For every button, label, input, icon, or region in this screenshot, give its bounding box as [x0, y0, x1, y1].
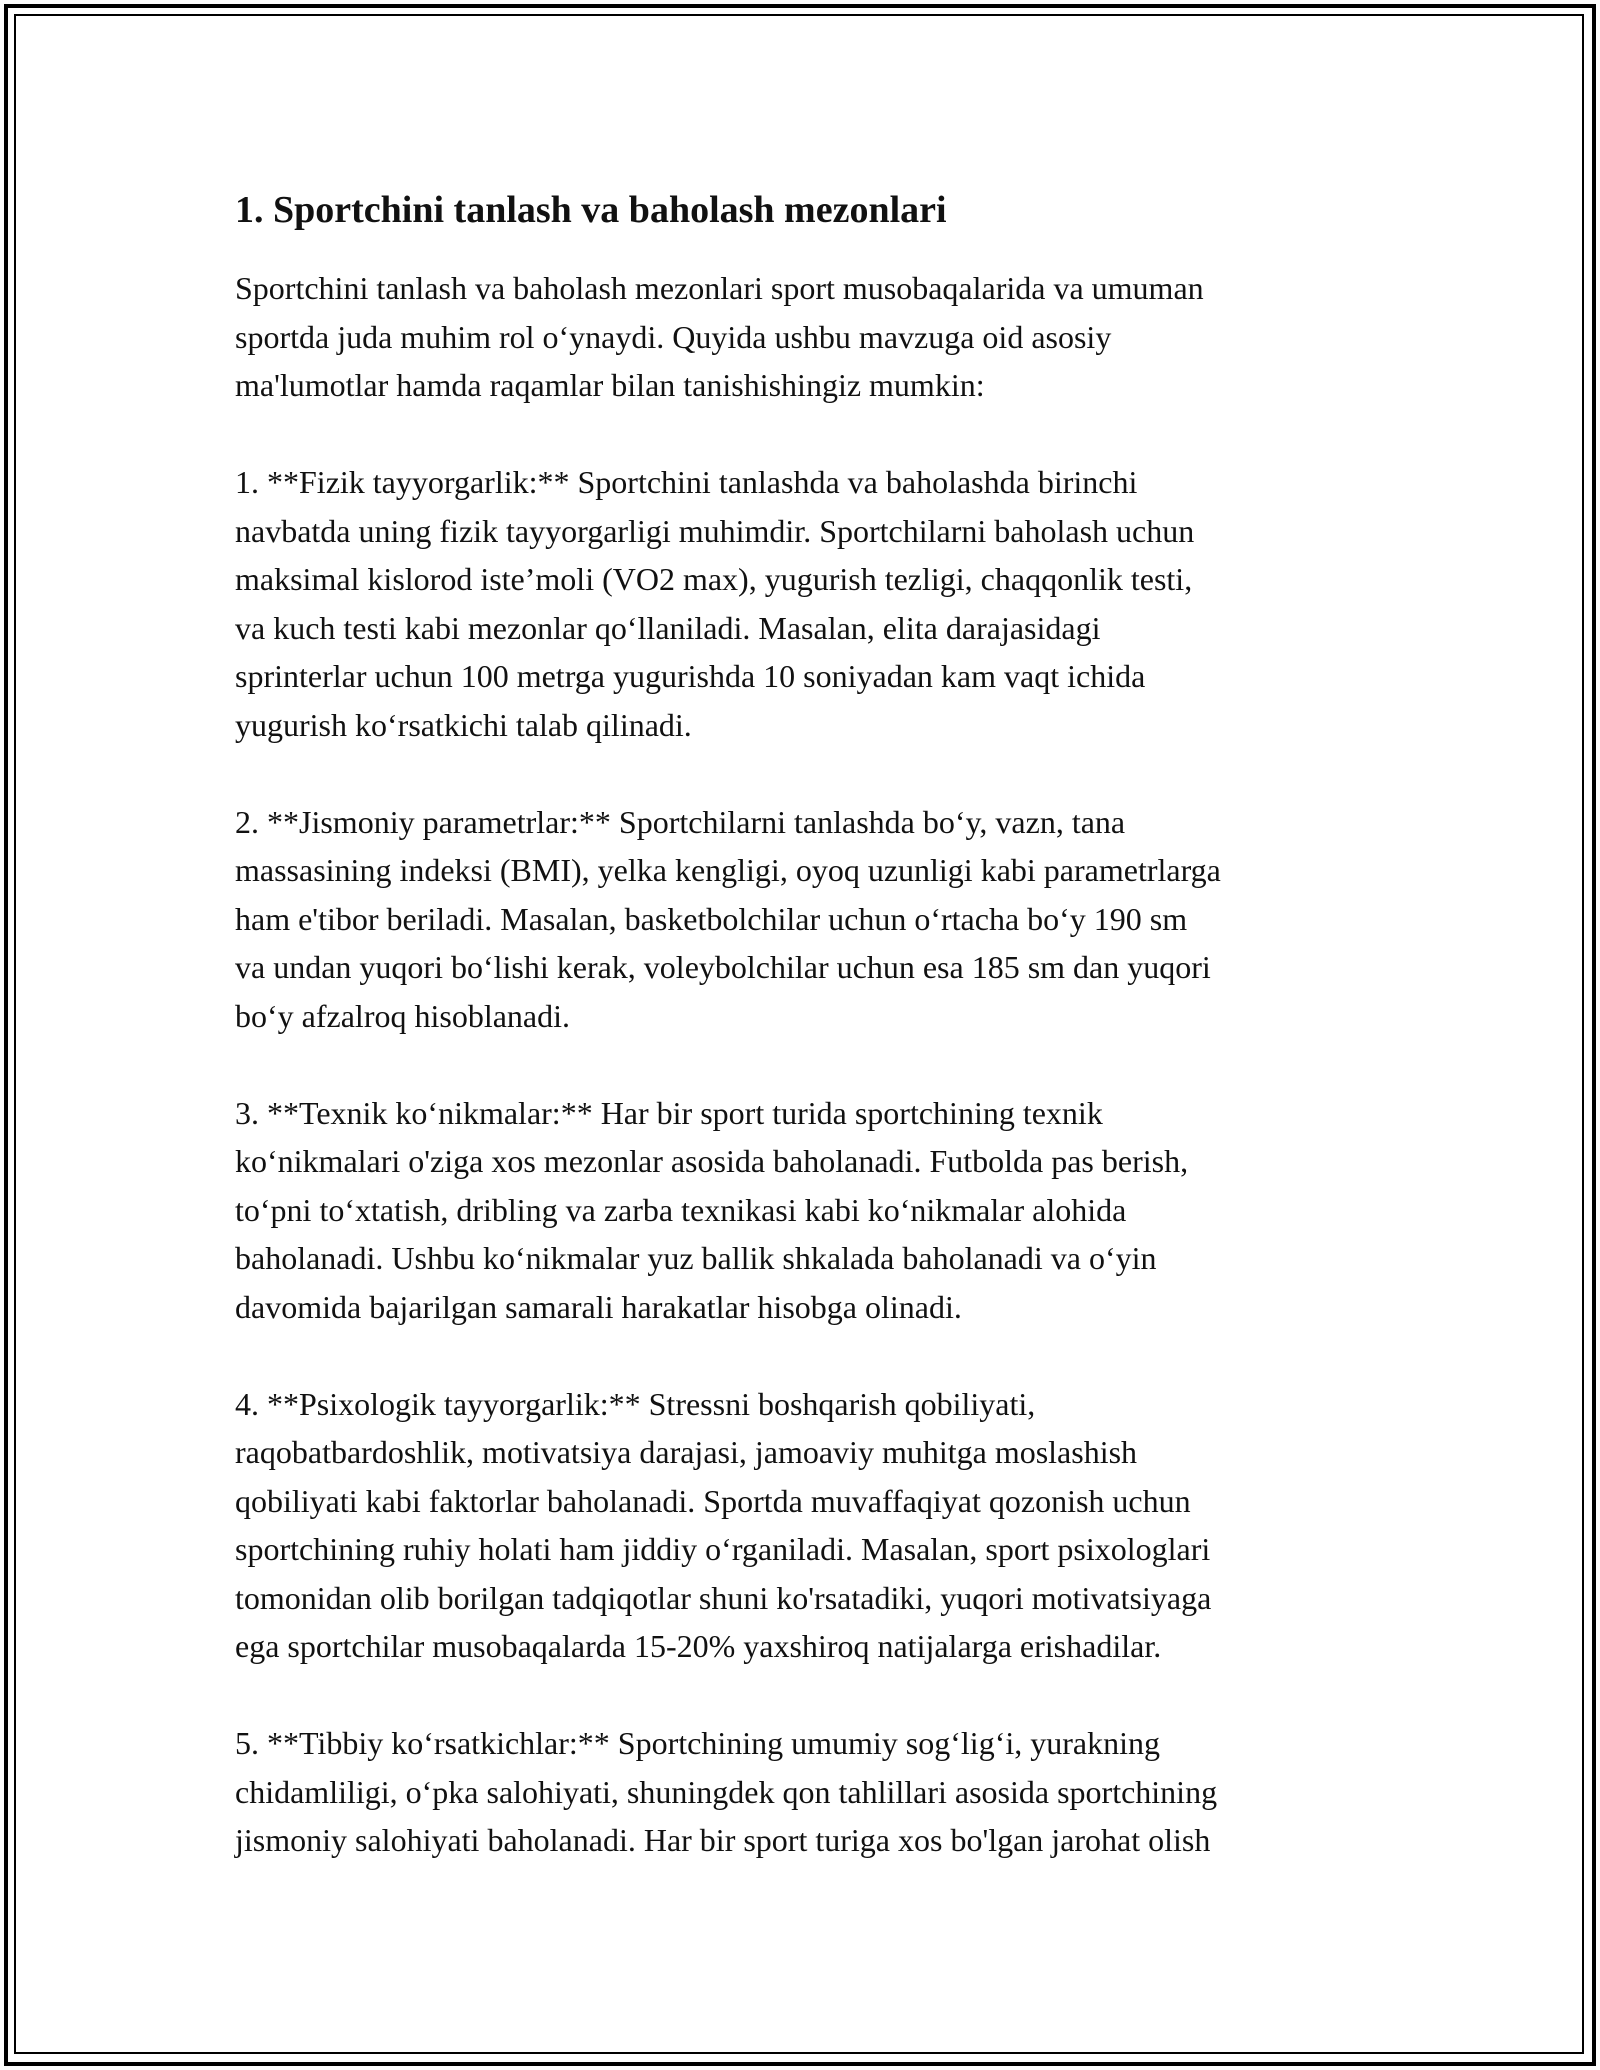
document-body [235, 186, 1370, 1913]
paragraph-psychological-readiness: 4. **Psixologik tayyorgarlik:** Stressni boshqarish qobiliyati, raqobatbardoshlik, motivatsiya darajasi, jamoaviy muhitga moslashish qobiliyati kabi faktorlar baholanadi. Sportda muvaffaqiyat qozonish uchun sportchining ruhiy holati ham jiddiy o‘rganiladi. Masalan, sport psixologlari tomonidan olib borilgan tadqiqotlar shuni ko'rsatadiki, yuqori motivatsiyaga ega sportchilar musobaqalarda 15-20% yaxshiroq natijalarga erishadilar. [235, 1385, 1212, 1664]
document-title: 1. Sportchini tanlash va baholash mezonlari [235, 189, 947, 231]
paragraph-body-parameters: 2. **Jismoniy parametrlar:** Sportchilarni tanlashda bo‘y, vazn, tana massasining indeksi (BMI), yelka kengligi, oyoq uzunligi kabi parametrlarga ham e'tibor beriladi. Masalan, basketbolchilar uchun o‘rtacha bo‘y 190 sm va undan yuqori bo‘lishi kerak, voleybolchilar uchun esa 185 sm dan yuqori bo‘y afzalroq hisoblanadi. [235, 803, 1221, 1034]
intro-paragraph: Sportchini tanlash va baholash mezonlari sport musobaqalarida va umuman sportda juda muhim rol o‘ynaydi. Quyida ushbu mavzuga oid asosiy ma'lumotlar hamda raqamlar bilan tanishishingiz mumkin: [235, 270, 1204, 403]
paragraph-physical-fitness: 1. **Fizik tayyorgarlik:** Sportchini tanlashda va baholashda birinchi navbatda uning fizik tayyorgarligi muhimdir. Sportchilarni baholash uchun maksimal kislorod iste’moli (VO2 max), yugurish tezligi, chaqqonlik testi, va kuch testi kabi mezonlar qo‘llaniladi. Masalan, elita darajasidagi sprinterlar uchun 100 metrga yugurishda 10 soniyadan kam vaqt ichida yugurish ko‘rsatkichi talab qilinadi. [235, 464, 1195, 743]
paragraph-technical-skills: 3. **Texnik ko‘nikmalar:** Har bir sport turida sportchining texnik ko‘nikmalari o'ziga xos mezonlar asosida baholanadi. Futbolda pas berish, to‘pni to‘xtatish, dribling va zarba texnikasi kabi ko‘nikmalar alohida baholanadi. Ushbu ko‘nikmalar yuz ballik shkalada baholanadi va o‘yin davomida bajarilgan samarali harakatlar hisobga olinadi. [235, 1094, 1189, 1325]
paragraph-medical-indicators: 5. **Tibbiy ko‘rsatkichlar:** Sportchining umumiy sog‘lig‘i, yurakning chidamliligi, o‘pka salohiyati, shuningdek qon tahlillari asosida sportchining jismoniy salohiyati baholanadi. Har bir sport turiga xos bo'lgan jarohat olish [235, 1725, 1218, 1858]
